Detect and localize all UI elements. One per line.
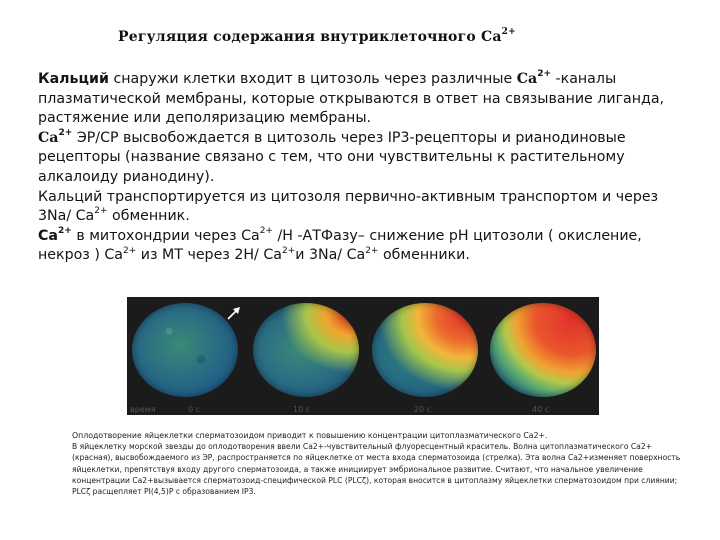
caption-heading: Оплодотворение яйцеклетки сперматозоидом приводит к повышению концентрации цитоплазматического Ca2+. [72, 431, 548, 440]
time-label-0s: 0 с [188, 405, 201, 414]
main-text [38, 70, 688, 266]
caption-body: В яйцеклетку морской звезды до оплодотворения ввели Ca2+-чувствительный флуоресцентный краситель. Волна цитоплазматического Ca2+(красная), высвобождаемого из ЭР, распространяется по яйцеклетке от места входа сперматозоида (стрелка). Эта волна Ca2+изменяет поверхность яйцеклетки, препятствуя входу другого сперматозоида, а также инициирует эмбриональное развитие. Считают, что начальное увеличение концентрации Ca2+вызывается сперматозоид-специфической PLC (PLCζ), которая вносится в цитоплазму яйцеклетки сперматозоидом при слиянии; PLCζ расщепляет PI(4,5)P с образованием IP3. [72, 442, 681, 497]
egg-cell-40s [490, 303, 596, 397]
time-label-40s: 40 с [532, 405, 550, 414]
calcium-wave-figure [127, 297, 599, 415]
paragraph-3: Кальций транспортируется из цитозоля первично-активным транспортом и через 3Na/ $Ca^{2+}$ обменник. [38, 188, 659, 225]
time-axis-label: время [130, 405, 156, 414]
paragraph-4: $Ca^{2+}$ в митохондрии через $Ca^{2+}$ /H -АТФазу– снижение pH цитозоли ( окисление, некроз ) $Ca^{2+}$ из МТ через 2H/ $Ca^{2+}и$ 3Na/ $Ca^{2+}$ обменники. [38, 226, 642, 264]
egg-cell-0s [132, 303, 238, 397]
paragraph-2: $Ca^{2+}$ ЭР/СР высвобождается в цитозоль через IP3-рецепторы и рианодиновые рецепторы (название связано с тем, что они чувствительны к растительному алкалоиду рианодину). [38, 128, 626, 185]
egg-cell-20s [372, 303, 478, 397]
paragraph-1: Кальций снаружи клетки входит в цитозоль через различные $Ca^{2+}$ -каналы плазматической мембраны, которые открываются в ответ на связывание лиганда, растяжение или деполяризацию мембраны. [38, 69, 665, 127]
sperm-entry-arrow-icon [226, 305, 242, 321]
egg-cell-10s [253, 303, 359, 397]
page-title: Регуляция содержания внутриклеточного $Са^{2+}$ [118, 27, 516, 45]
figure-caption [72, 430, 692, 497]
time-label-20s: 20 с [414, 405, 432, 414]
time-label-10s: 10 с [293, 405, 311, 414]
